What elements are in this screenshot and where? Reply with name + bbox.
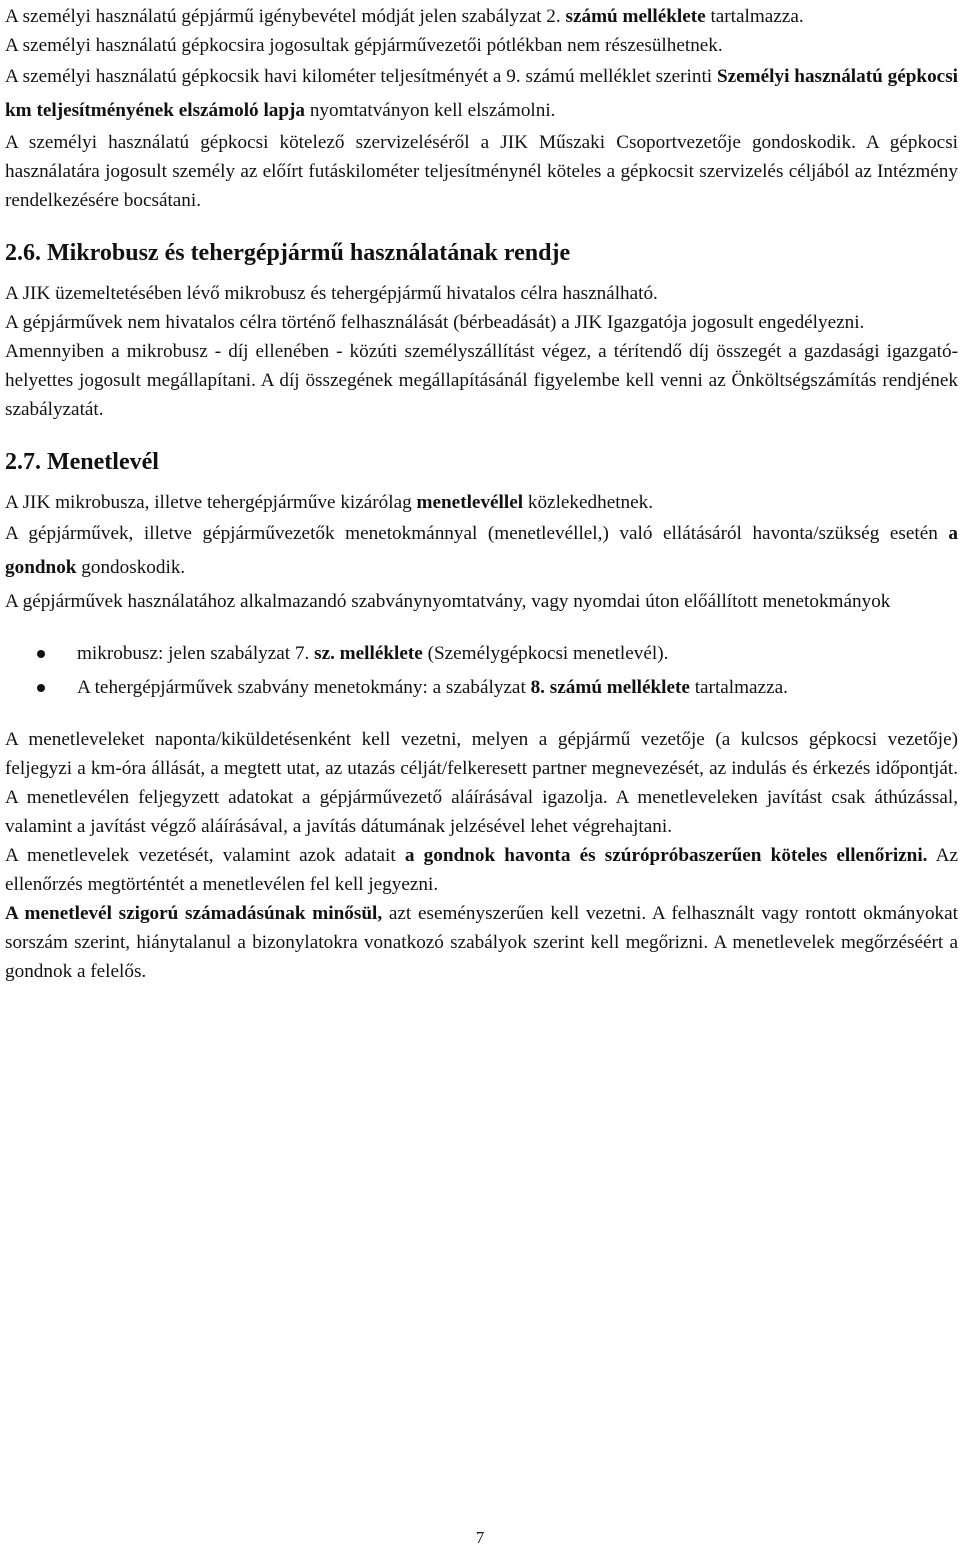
paragraph-rental-approval: A gépjárművek nem hivatalos célra történő felhasználását (bérbeadását) a JIK Igazgatója jogosult engedélyezni. [5,312,865,333]
paragraph-forms: A gépjárművek használatához alkalmazandó szabványnyomtatvány, vagy nyomdai úton előállított menetokmányok [5,591,891,612]
heading-2-7: 2.7. Menetlevél [5,449,159,475]
paragraph-service: A személyi használatú gépkocsi kötelező szervizeléséről a JIK Műszaki Csoportvezetője gondoskodik. A gépkocsi használatára jogosult személy az előírt futáskilométer teljesítménynél köteles a gépkocsit szervizelés céljából az Intézmény rendelkezésére bocsátani. [5,132,958,211]
document-page [5,2,958,986]
paragraph-fee: Amennyiben a mikrobusz - díj ellenében - közúti személyszállítást végez, a térítendő díj összegét a gazdasági igazgató-helyettes jogosult megállapítani. A díj összegének megállapításánál figyelembe kell venni az Önköltségszámítás rendjének szabályzatát. [5,341,958,420]
paragraph-vehicle-usage: A személyi használatú gépjármű igénybevétel módját jelen szabályzat 2. számú melléklete tartalmazza. [5,6,804,27]
page-number: 7 [475,1528,485,1547]
paragraph-waybill-keeping: A menetleveleket naponta/kiküldetésenként kell vezetni, melyen a gépjármű vezetője (a kulcsos gépkocsi vezetője) feljegyzi a km-óra állását, a megtett utat, az utazás célját/felkeresett partner megnevezését, az indulás és érkezés időpontját. A menetlevélen feljegyzett adatokat a gépjárművezető aláírásával igazolja. A menetleveleken javítást csak áthúzással, valamint a javítást végző aláírásával, a javítás dátumának jelzésével lehet végrehajtani. [5,729,958,837]
paragraph-strict-accounting: A menetlevél szigorú számadásúnak minősül, azt eseményszerűen kell vezetni. A felhasznált vagy rontott okmányokat sorszám szerint, hiánytalanul a bizonylatokra vonatkozó szabályok szerint kell megőrizni. A menetlevelek megőrzéséért a gondnok a felelős. [5,903,958,982]
list-item: A tehergépjárművek szabvány menetokmány: a szabályzat 8. számú melléklete tartalmazza. [77,671,958,705]
bullet-icon [37,650,45,658]
bullet-icon [37,684,45,692]
paragraph-waybill-required: A JIK mikrobusza, illetve tehergépjárműve kizárólag menetlevéllel közlekedhetnek. [5,492,654,513]
paragraph-km-settlement: A személyi használatú gépkocsik havi kilométer teljesítményét a 9. számú melléklet szerinti Személyi használatú gépkocsi km teljesítményének elszámoló lapja nyomtatványon kell elszámolni. [5,66,958,121]
paragraph-official-use: A JIK üzemeltetésében lévő mikrobusz és tehergépjármű hivatalos célra használható. [5,283,658,304]
forms-list [5,637,958,705]
paragraph-driver-allowance: A személyi használatú gépkocsira jogosultak gépjárművezetői pótlékban nem részesülhetnek. [5,35,723,56]
heading-2-6: 2.6. Mikrobusz és tehergépjármű használatának rendje [5,240,571,266]
paragraph-waybill-check: A menetlevelek vezetését, valamint azok adatait a gondnok havonta és szúrópróbaszerűen köteles ellenőrizni. Az ellenőrzés megtörténtét a menetlevélen fel kell jegyezni. [5,845,958,895]
paragraph-waybill-supply: A gépjárművek, illetve gépjárművezetők menetokmánnyal (menetlevéllel,) való ellátásáról havonta/szükség esetén a gondnok gondoskodik. [5,523,958,578]
list-item: mikrobusz: jelen szabályzat 7. sz. melléklete (Személygépkocsi menetlevél). [77,637,958,671]
